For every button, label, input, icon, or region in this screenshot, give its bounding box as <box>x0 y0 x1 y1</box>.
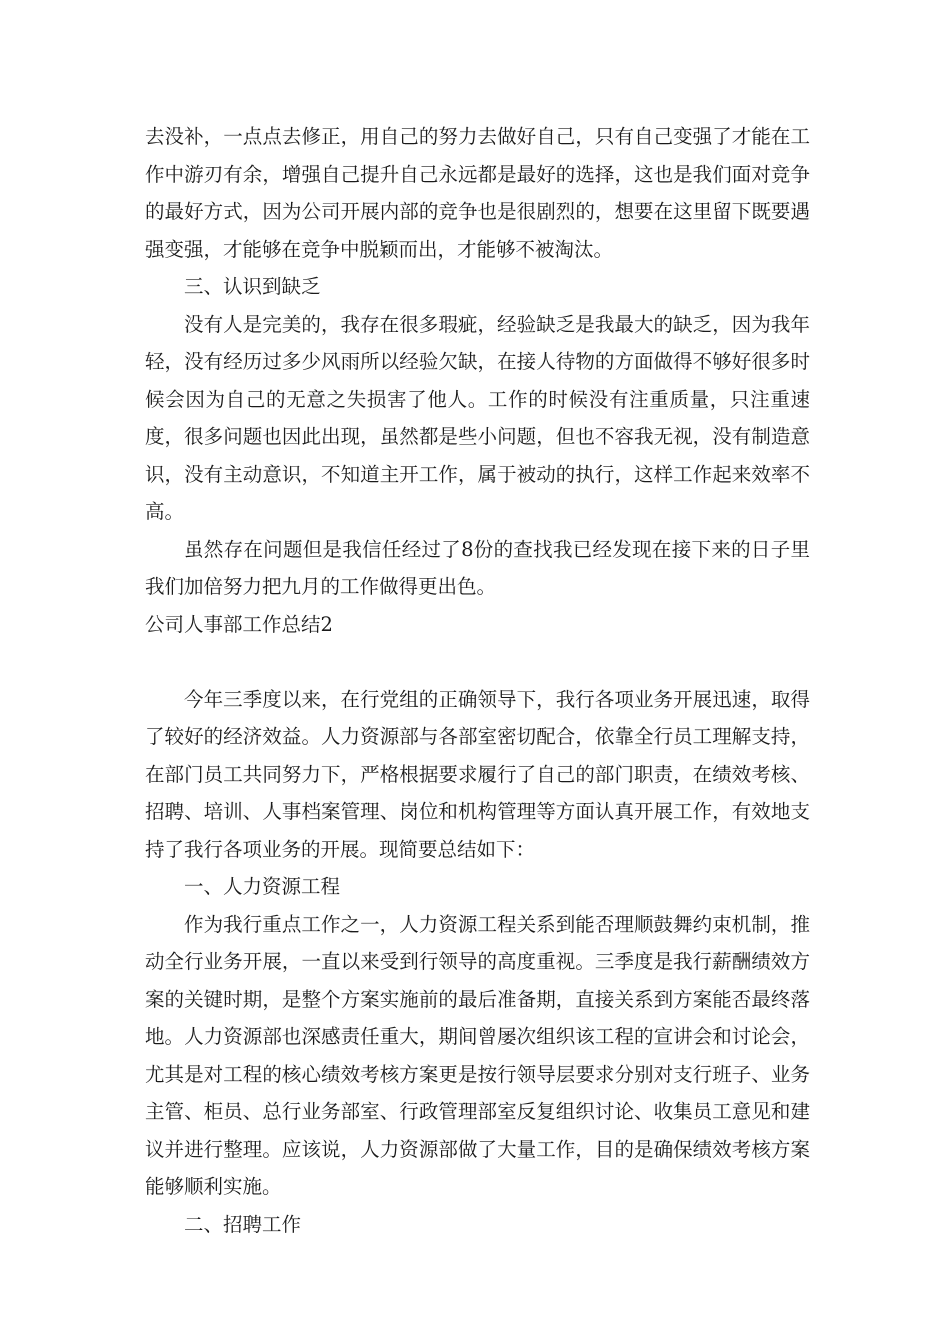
document-body <box>145 118 810 1243</box>
paragraph-intro-continued: 去没补，一点点去修正，用自己的努力去做好自己，只有自己变强了才能在工作中游刃有余，增强自己提升自己永远都是最好的选择，这也是我们面对竞争的最好方式，因为公司开展内部的竞争也是很剧烈的，想要在这里留下既要遇强变强，才能够在竞争中脱颖而出，才能够不被淘汰。 <box>145 125 810 261</box>
section-title: 公司人事部工作总结2 <box>145 612 333 636</box>
paragraph-q3-summary: 今年三季度以来，在行党组的正确领导下，我行各项业务开展迅速，取得了较好的经济效益。人力资源部与各部室密切配合，依靠全行员工理解支持，在部门员工共同努力下，严格根据要求履行了自己的部门职责，在绩效考核、招聘、培训、人事档案管理、岗位和机构管理等方面认真开展工作，有效地支持了我行各项业务的开展。现简要总结如下： <box>145 687 810 861</box>
paragraph-closing: 虽然存在问题但是我信任经过了8份的查找我已经发现在接下来的日子里我们加倍努力把九月的工作做得更出色。 <box>145 537 810 598</box>
paragraph-lack: 没有人是完美的，我存在很多瑕疵，经验缺乏是我最大的缺乏，因为我年轻，没有经历过多少风雨所以经验欠缺，在接人待物的方面做得不够好很多时候会因为自己的无意之失损害了他人。工作的时候没有注重质量，只注重速度，很多问题也因此出现，虽然都是些小问题，但也不容我无视，没有制造意识，没有主动意识，不知道主开工作，属于被动的执行，这样工作起来效率不高。 <box>145 312 810 523</box>
heading-lack: 三、认识到缺乏 <box>184 275 321 298</box>
heading-recruitment: 二、招聘工作 <box>184 1212 302 1236</box>
heading-hr-project: 一、人力资源工程 <box>184 875 341 898</box>
blank-line <box>145 643 810 681</box>
paragraph-hr-project: 作为我行重点工作之一，人力资源工程关系到能否理顺鼓舞约束机制，推动全行业务开展，一直以来受到行领导的高度重视。三季度是我行薪酬绩效方案的关键时期，是整个方案实施前的最后准备期，直接关系到方案能否最终落地。人力资源部也深感责任重大，期间曾屡次组织该工程的宣讲会和讨论会，尤其是对工程的核心绩效考核方案更是按行领导层要求分别对支行班子、业务主管、柜员、总行业务部室、行政管理部室反复组织讨论、收集员工意见和建议并进行整理。应该说，人力资源部做了大量工作，目的是确保绩效考核方案能够顺利实施。 <box>145 912 810 1198</box>
